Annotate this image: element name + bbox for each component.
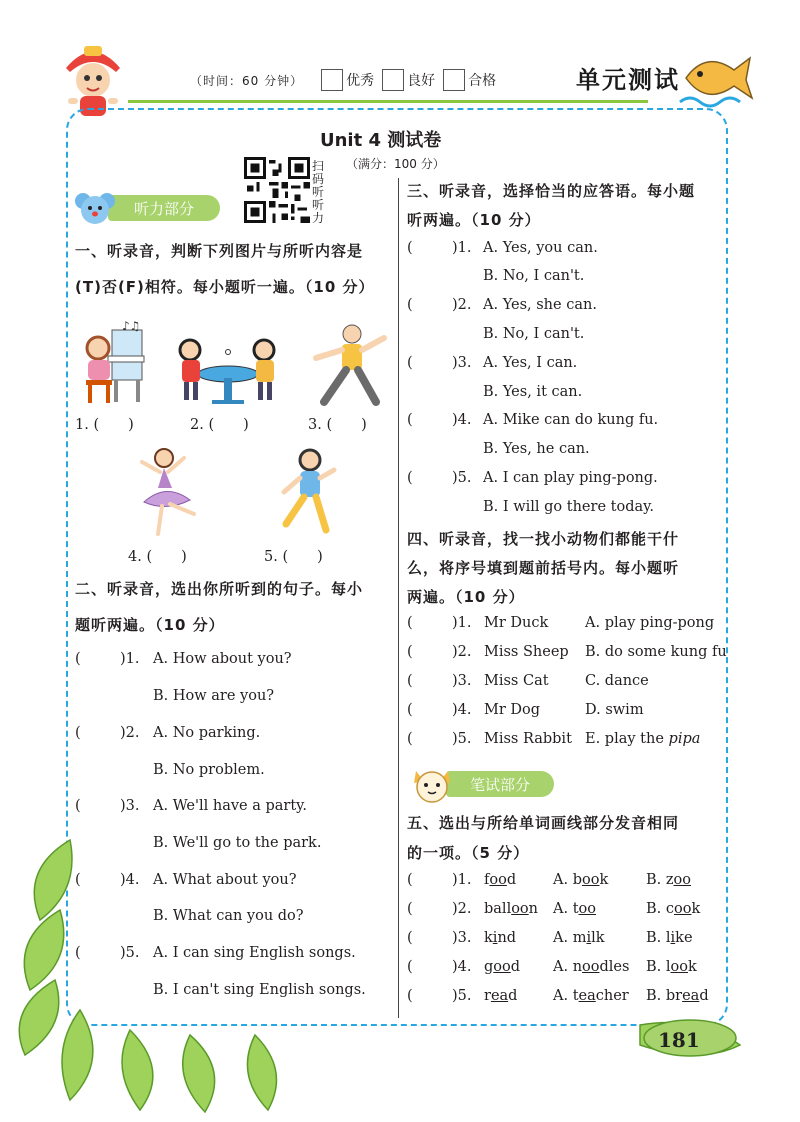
qr-code-icon[interactable]	[244, 157, 310, 223]
q3-item-1-number: )1.	[452, 240, 472, 256]
q4-item-2-number: )2.	[452, 644, 472, 660]
q4-option-e	[585, 731, 700, 747]
q3-heading-cont: 听两遍。（10 分）	[407, 211, 541, 229]
q5-item-5-option-a: A. teacher	[553, 988, 629, 1004]
picture-girl-dancing	[136, 444, 202, 536]
header-rule	[128, 100, 648, 103]
q2-heading-cont: 题听两遍。（10 分）	[75, 616, 225, 634]
q3-item-2-number: )2.	[452, 297, 472, 313]
q5-item-2-option-a: A. too	[553, 901, 596, 917]
answer-paren[interactable]: (	[407, 673, 413, 689]
q3-item-2-option-a: A. Yes, she can.	[483, 297, 597, 313]
q5-item-1-option-b: B. zoo	[646, 872, 691, 888]
q1-heading: 一、听录音，判断下列图片与所听内容是	[75, 242, 364, 260]
answer-paren[interactable]: (	[75, 651, 81, 667]
mascot-boy-illustration	[58, 38, 128, 118]
answer-paren[interactable]: (	[407, 470, 413, 486]
q3-item-5-option-b: B. I will go there today.	[483, 499, 654, 515]
q5-item-5-word: read	[484, 988, 518, 1004]
q4-item-4-animal: Mr Dog	[484, 702, 541, 718]
q2-item-2-option-b: B. No problem.	[153, 762, 265, 778]
q4-item-3-number: )3.	[452, 673, 472, 689]
answer-paren[interactable]: (	[75, 945, 81, 961]
q2-item-5-option-b: B. I can't sing English songs.	[153, 982, 366, 998]
answer-paren[interactable]: (	[407, 702, 413, 718]
q2-item-4-option-a: A. What about you?	[153, 872, 297, 888]
q4-option-e-italic: pipa	[668, 731, 701, 747]
q5-item-2-number: )2.	[452, 901, 472, 917]
answer-paren[interactable]: (	[75, 798, 81, 814]
q3-item-4-option-b: B. Yes, he can.	[483, 441, 590, 457]
total-score: （满分：100 分）	[346, 157, 445, 171]
q3-item-3-option-a: A. Yes, I can.	[483, 355, 578, 371]
section-label-writing: 笔试部分	[446, 771, 554, 797]
q4-item-1-number: )1.	[452, 615, 472, 631]
answer-paren[interactable]: (	[407, 240, 413, 256]
q5-item-2-option-b: B. cook	[646, 901, 701, 917]
q2-item-4-number: )4.	[120, 872, 140, 888]
q4-item-4-number: )4.	[452, 702, 472, 718]
q2-item-4-option-b: B. What can you do?	[153, 908, 304, 924]
qr-caption: 扫码听听力	[312, 159, 325, 225]
answer-paren[interactable]: (	[407, 355, 413, 371]
picture-label-2: 2. ( )	[190, 417, 249, 433]
grade-checkbox-excellent[interactable]	[321, 69, 343, 91]
answer-paren[interactable]: (	[407, 988, 413, 1004]
q4-heading-cont-1: 么，将序号填到题前括号内。每小题听	[407, 559, 680, 577]
q3-item-1-option-a: A. Yes, you can.	[483, 240, 598, 256]
picture-girl-playing-piano	[78, 318, 150, 406]
q4-option-b: B. do some kung fu	[585, 644, 727, 660]
cat-icon	[410, 765, 454, 803]
q2-item-2-option-a: A. No parking.	[153, 725, 261, 741]
q4-option-c: C. dance	[585, 673, 649, 689]
answer-paren[interactable]: (	[407, 901, 413, 917]
q5-heading: 五、选出与所给单词画线部分发音相同	[407, 814, 680, 832]
q4-heading-cont-2: 两遍。（10 分）	[407, 588, 525, 606]
q5-item-1-word: food	[484, 872, 517, 888]
q4-item-1-animal: Mr Duck	[484, 615, 549, 631]
q2-item-5-option-a: A. I can sing English songs.	[153, 945, 356, 961]
q2-item-3-option-b: B. We'll go to the park.	[153, 835, 322, 851]
test-title: Unit 4 测试卷	[320, 130, 442, 151]
q2-item-1-option-a: A. How about you?	[153, 651, 292, 667]
koala-icon	[74, 189, 116, 227]
leaf-decoration	[0, 820, 800, 1122]
q4-item-2-animal: Miss Sheep	[484, 644, 569, 660]
q3-item-3-number: )3.	[452, 355, 472, 371]
q5-item-1-number: )1.	[452, 872, 472, 888]
answer-paren[interactable]: (	[407, 412, 413, 428]
q3-heading: 三、听录音，选择恰当的应答语。每小题	[407, 182, 696, 200]
q5-item-5-number: )5.	[452, 988, 472, 1004]
q5-item-3-word: kind	[484, 930, 517, 946]
q5-item-5-option-b: B. bread	[646, 988, 709, 1004]
q4-heading: 四、听录音，找一找小动物们都能干什	[407, 530, 680, 548]
q4-option-e-text: E. play the	[585, 731, 664, 747]
grade-label-good: 良好	[407, 73, 436, 89]
q3-item-5-option-a: A. I can play ping-pong.	[483, 470, 658, 486]
q4-item-5-animal: Miss Rabbit	[484, 731, 572, 747]
q3-item-1-option-b: B. No, I can't.	[483, 268, 585, 284]
answer-paren[interactable]: (	[75, 872, 81, 888]
q5-item-4-option-a: A. noodles	[553, 959, 630, 975]
q5-item-1-option-a: A. book	[553, 872, 609, 888]
page-number: 181	[658, 1028, 700, 1052]
picture-man-doing-kung-fu	[310, 322, 388, 408]
q5-item-4-option-b: B. look	[646, 959, 697, 975]
q5-item-2-word: balloon	[484, 901, 539, 917]
picture-label-3: 3. ( )	[308, 417, 367, 433]
grade-checkbox-pass[interactable]	[443, 69, 465, 91]
q2-item-2-number: )2.	[120, 725, 140, 741]
q2-item-1-number: )1.	[120, 651, 140, 667]
section-badge-writing	[410, 770, 554, 798]
picture-label-1: 1. ( )	[75, 417, 134, 433]
q2-item-3-number: )3.	[120, 798, 140, 814]
answer-paren[interactable]: (	[407, 731, 413, 747]
q3-item-4-number: )4.	[452, 412, 472, 428]
answer-paren[interactable]: (	[407, 959, 413, 975]
unit-test-title: 单元测试	[576, 66, 680, 94]
q5-heading-cont: 的一项。（5 分）	[407, 844, 530, 862]
section-badge-listening	[74, 194, 220, 222]
q3-item-3-option-b: B. Yes, it can.	[483, 384, 583, 400]
q3-item-2-option-b: B. No, I can't.	[483, 326, 585, 342]
q4-option-d: D. swim	[585, 702, 644, 718]
answer-paren[interactable]: (	[75, 725, 81, 741]
answer-paren[interactable]: (	[407, 930, 413, 946]
q5-item-3-option-b: B. like	[646, 930, 693, 946]
grade-label-excellent: 优秀	[346, 73, 375, 89]
q1-heading-cont: (T)否(F)相符。每小题听一遍。（10 分）	[75, 278, 375, 296]
q2-item-1-option-b: B. How are you?	[153, 688, 275, 704]
fish-icon	[676, 40, 756, 110]
answer-paren[interactable]: (	[407, 872, 413, 888]
picture-label-4: 4. ( )	[128, 549, 187, 565]
answer-paren[interactable]: (	[407, 297, 413, 313]
q3-item-5-number: )5.	[452, 470, 472, 486]
grade-checkbox-good[interactable]	[382, 69, 404, 91]
section-label-listening: 听力部分	[108, 195, 220, 221]
time-limit: （时间：60 分钟）	[190, 73, 304, 88]
q5-item-3-number: )3.	[452, 930, 472, 946]
q4-item-5-number: )5.	[452, 731, 472, 747]
page-header	[0, 0, 800, 110]
answer-paren[interactable]: (	[407, 615, 413, 631]
answer-paren[interactable]: (	[407, 644, 413, 660]
grading-bar	[190, 68, 504, 92]
picture-label-5: 5. ( )	[264, 549, 323, 565]
q2-item-5-number: )5.	[120, 945, 140, 961]
svg-text:♪♫: ♪♫	[122, 319, 141, 333]
q4-item-3-animal: Miss Cat	[484, 673, 549, 689]
q2-heading: 二、听录音，选出你所听到的句子。每小	[75, 580, 364, 598]
picture-boys-playing-ping-pong	[172, 334, 284, 406]
q4-option-a: A. play ping-pong	[585, 615, 715, 631]
q5-item-3-option-a: A. milk	[553, 930, 605, 946]
q5-item-4-number: )4.	[452, 959, 472, 975]
q2-item-3-option-a: A. We'll have a party.	[153, 798, 308, 814]
grade-label-pass: 合格	[468, 73, 497, 89]
picture-boy-running	[276, 446, 342, 536]
q5-item-4-word: good	[484, 959, 521, 975]
q3-item-4-option-a: A. Mike can do kung fu.	[483, 412, 659, 428]
